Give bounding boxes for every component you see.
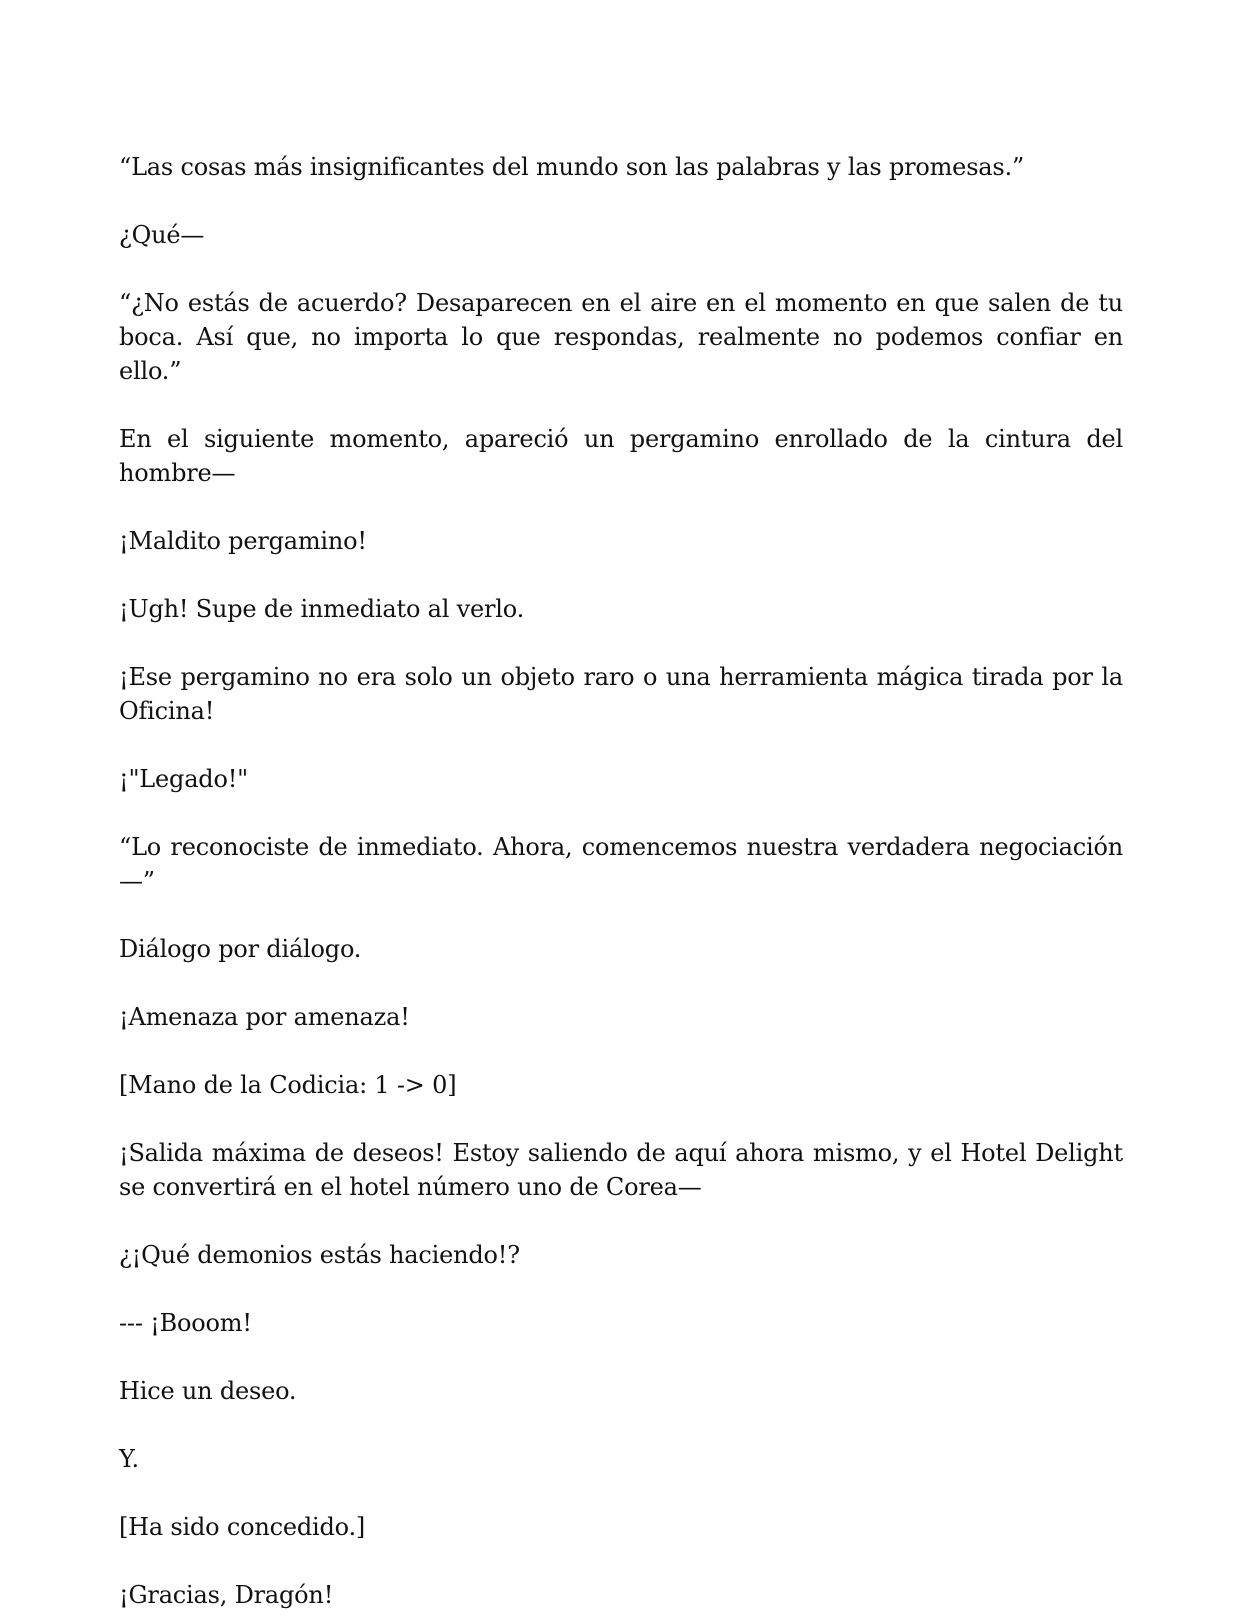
paragraph: ¿Qué— [119,221,205,249]
paragraph: ¿¡Qué demonios estás haciendo!? [119,1241,520,1269]
paragraph: ¡Gracias, Dragón! [119,1581,334,1609]
paragraph: En el siguiente momento, apareció un pergamino enrollado de la cintura del hombre— [119,425,1123,487]
paragraph: --- ¡Booom! [119,1309,252,1337]
paragraph: ¡"Legado!" [119,765,248,793]
paragraph: [Ha sido concedido.] [119,1513,366,1541]
paragraph: “Las cosas más insignificantes del mundo son las palabras y las promesas.” [119,153,1025,181]
paragraph: [Mano de la Codicia: 1 -> 0] [119,1071,457,1099]
paragraph: ¡Salida máxima de deseos! Estoy saliendo de aquí ahora mismo, y el Hotel Delight se convertirá en el hotel número uno de Corea— [119,1139,1123,1201]
text-body [119,150,1123,1617]
paragraph: “Lo reconociste de inmediato. Ahora, comencemos nuestra verdadera negociación—” [119,833,1123,895]
paragraph: Hice un deseo. [119,1377,297,1405]
paragraph: ¡Amenaza por amenaza! [119,1003,410,1031]
paragraph: Y. [119,1445,139,1473]
paragraph: “¿No estás de acuerdo? Desaparecen en el aire en el momento en que salen de tu boca. Así que, no importa lo que respondas, realmente no podemos confiar en ello.” [119,289,1123,385]
paragraph: ¡Maldito pergamino! [119,527,367,555]
paragraph: Diálogo por diálogo. [119,935,362,963]
paragraph: ¡Ugh! Supe de inmediato al verlo. [119,595,524,623]
paragraph: ¡Ese pergamino no era solo un objeto raro o una herramienta mágica tirada por la Oficina! [119,663,1123,725]
